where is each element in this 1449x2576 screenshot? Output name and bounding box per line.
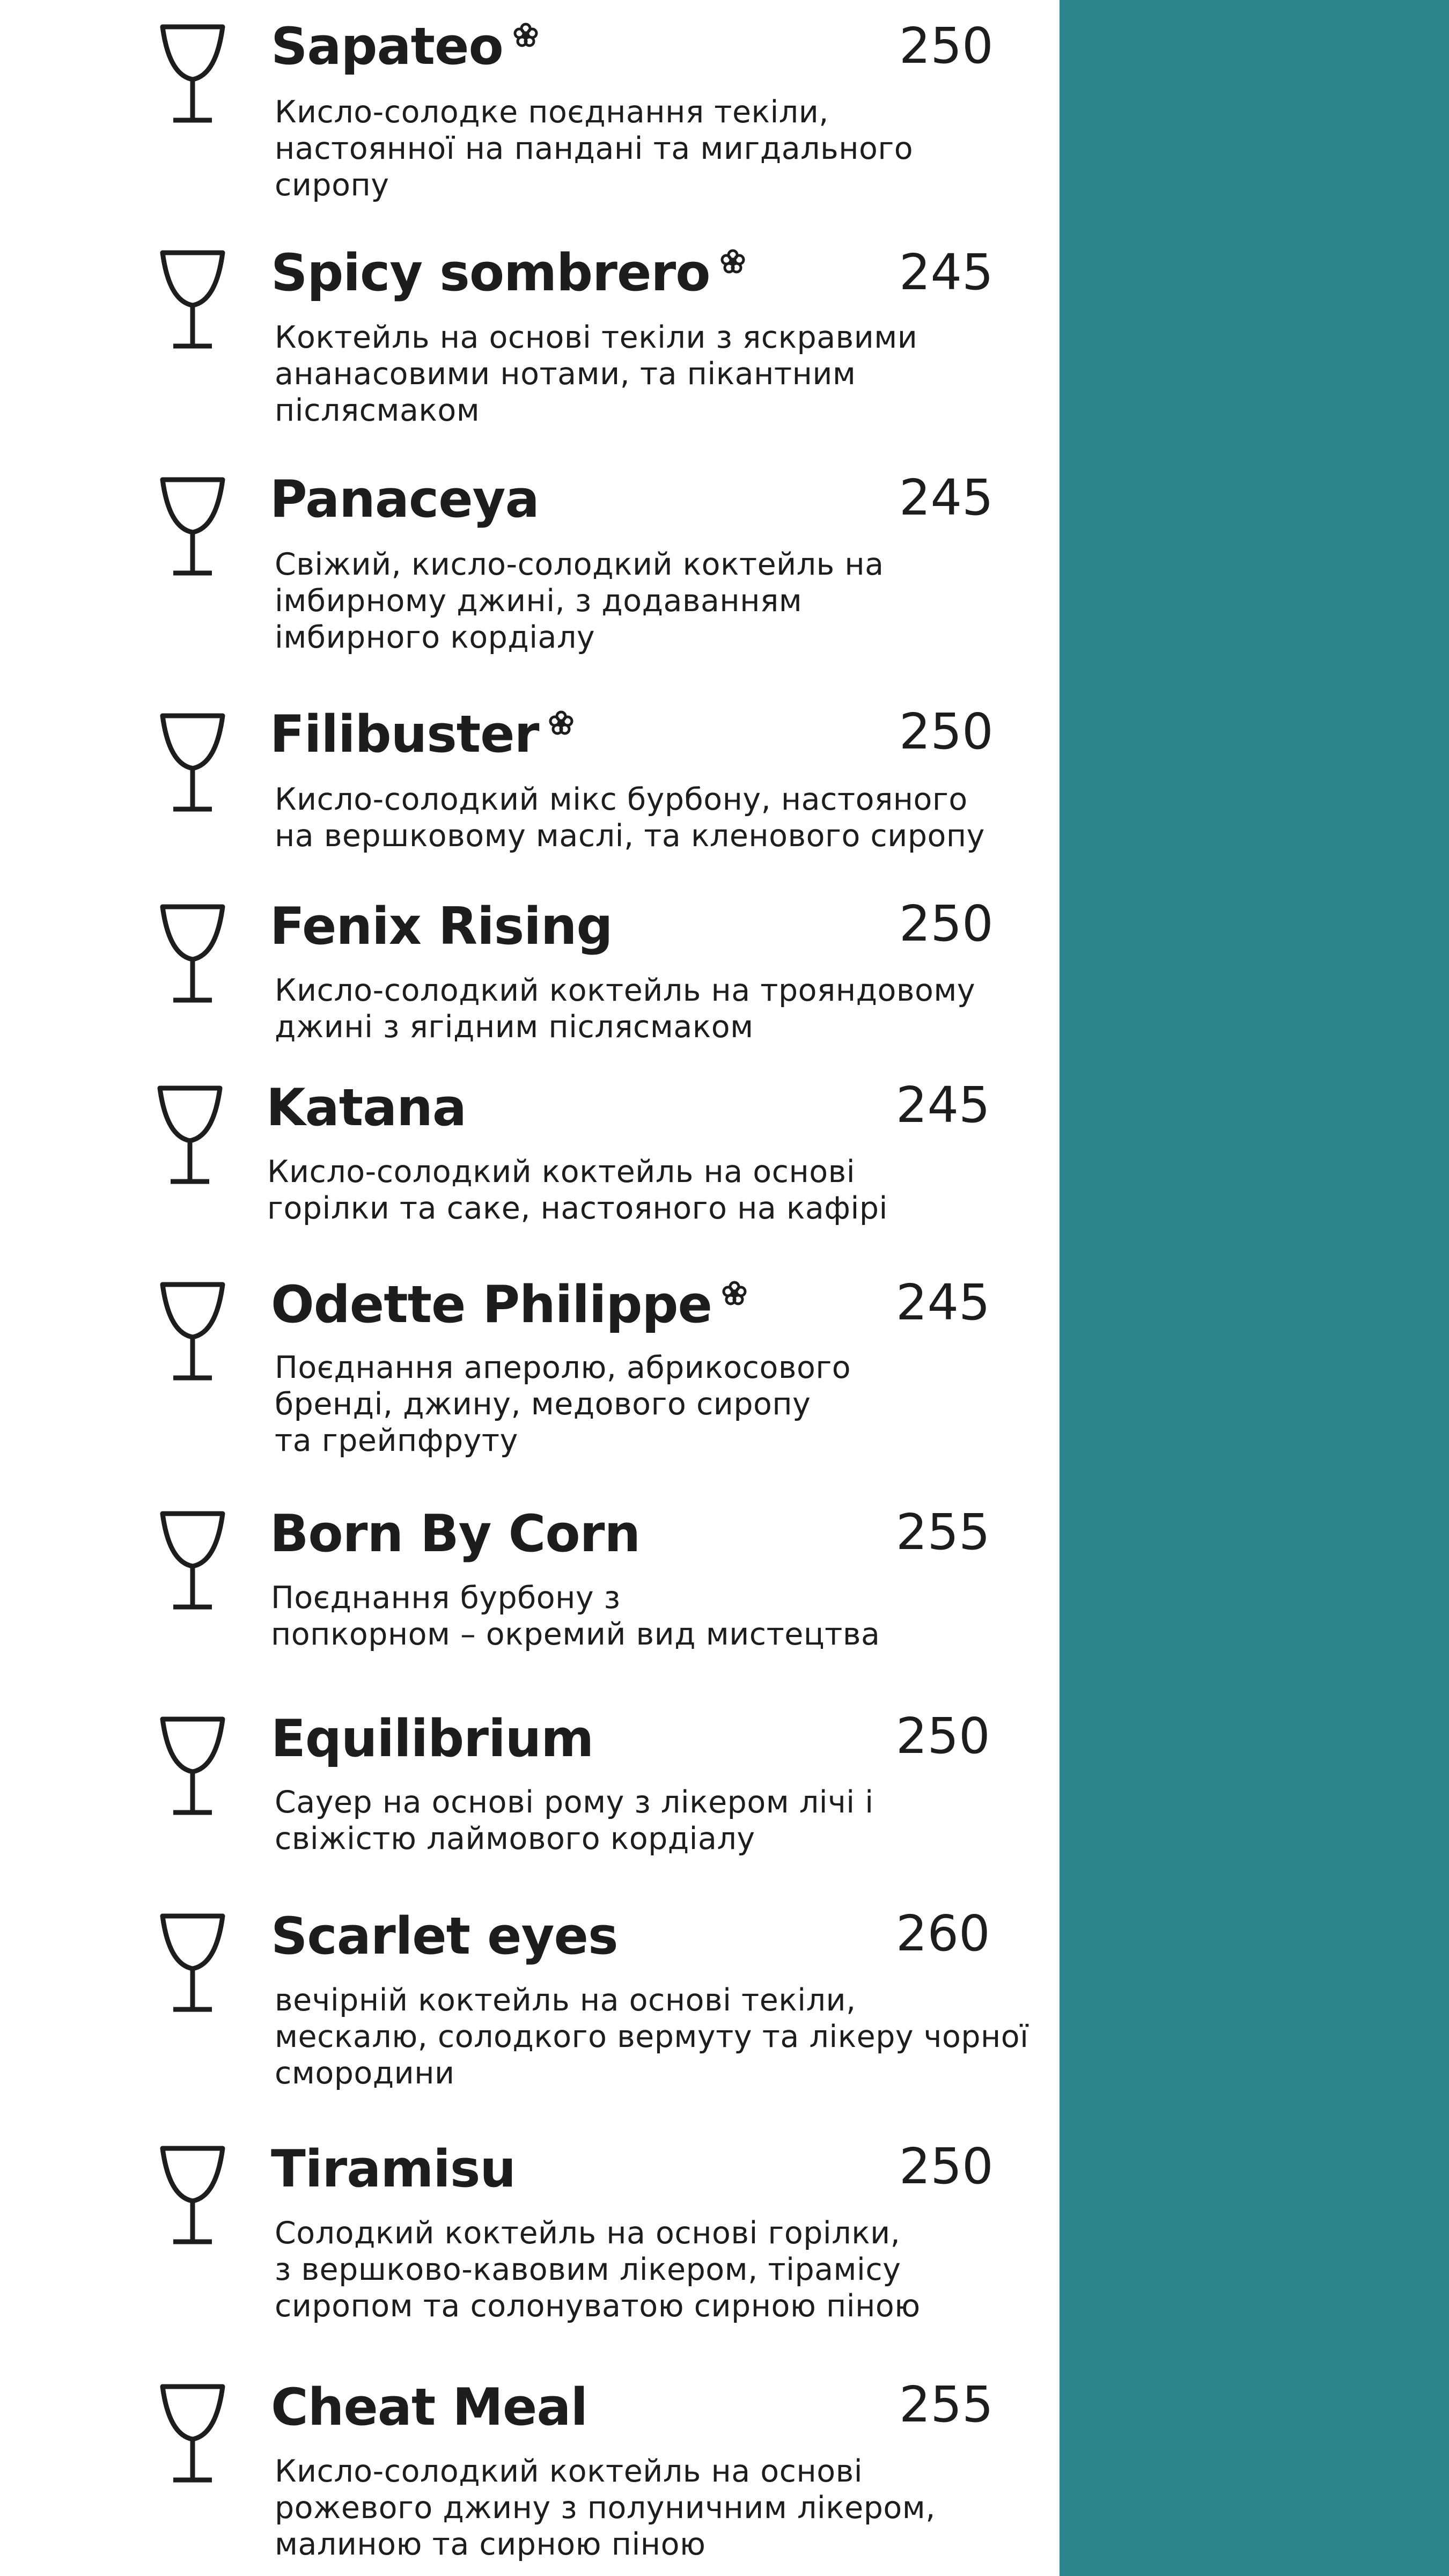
cocktail-glass-icon [159, 904, 226, 1006]
item-name: Equilibrium [271, 1709, 594, 1768]
item-description: Кисло-солодкий коктейль на трояндовому джині з ягідним післясмаком [275, 973, 976, 1045]
item-price: 250 [899, 895, 994, 952]
teal-side-panel [1060, 0, 1449, 2576]
item-price: 250 [896, 1707, 990, 1765]
flower-icon [513, 23, 539, 48]
item-description: Коктейль на основі текіли з яскравими ананасовими нотами, та пікантним післясмаком [275, 320, 918, 428]
item-description: Свіжий, кисло-солодкий коктейль на імбирному джині, з додаванням імбирного кордіалу [275, 547, 884, 655]
cocktail-glass-icon [159, 1281, 226, 1383]
item-name: Fenix Rising [270, 897, 613, 956]
item-price: 250 [899, 703, 994, 760]
item-description: Солодкий коктейль на основі горілки, з вершково-кавовим лікером, тірамісу сиропом та солонуватою сирною піною [275, 2215, 921, 2324]
item-price: 250 [899, 2138, 994, 2195]
item-name: Scarlet eyes [271, 1907, 618, 1966]
item-price: 245 [899, 244, 994, 301]
cocktail-glass-icon [159, 2383, 226, 2485]
item-name: Cheat Meal [271, 2378, 588, 2437]
item-description: Кисло-солодке поєднання текіли, настоянної на пандані та мигдального сиропу [275, 94, 914, 203]
item-name: Odette Philippe [271, 1275, 712, 1334]
item-price: 245 [899, 469, 994, 526]
flower-icon [722, 1281, 747, 1307]
item-name: Sapateo [271, 17, 503, 76]
cocktail-glass-icon [159, 24, 226, 126]
cocktail-glass-icon [159, 1510, 226, 1612]
cocktail-glass-icon [159, 1913, 226, 2015]
item-description: Поєднання бурбону з попкорном – окремий вид мистецтва [271, 1580, 880, 1652]
cocktail-glass-icon [159, 1716, 226, 1818]
item-price: 250 [899, 17, 994, 75]
item-price: 255 [896, 1503, 990, 1561]
cocktail-glass-icon [157, 1085, 223, 1187]
item-name: Panaceya [270, 470, 539, 529]
item-price: 260 [896, 1905, 990, 1962]
flower-icon [548, 710, 574, 736]
item-description: Кисло-солодкий коктейль на основі рожевого джину з полуничним лікером, малиною та сирною піною [275, 2454, 936, 2562]
item-price: 255 [899, 2376, 994, 2433]
cocktail-glass-icon [159, 713, 226, 814]
item-description: Кисло-солодкий мікс бурбону, настояного на вершковому маслі, та кленового сиропу [275, 782, 985, 854]
item-name: Spicy sombrero [271, 244, 710, 303]
item-name: Filibuster [270, 705, 539, 764]
cocktail-glass-icon [159, 476, 226, 578]
item-description: Кисло-солодкий коктейль на основі горілки та саке, настояного на кафірі [267, 1154, 888, 1226]
cocktail-glass-icon [159, 2145, 226, 2247]
item-price: 245 [896, 1274, 990, 1331]
item-name: Born By Corn [270, 1504, 641, 1564]
cocktail-glass-icon [159, 249, 226, 351]
item-description: Поєднання аперолю, абрикосового бренді, джину, медового сиропу та грейпфруту [275, 1350, 851, 1458]
item-price: 245 [896, 1076, 990, 1134]
item-name: Katana [266, 1078, 466, 1137]
item-name: Tiramisu [271, 2140, 516, 2199]
item-description: вечірній коктейль на основі текіли, мескалю, солодкого вермуту та лікеру чорної смородини [275, 1983, 1029, 2091]
item-description: Сауер на основі рому з лікером лічі і свіжістю лаймового кордіалу [275, 1785, 874, 1856]
flower-icon [720, 249, 746, 275]
